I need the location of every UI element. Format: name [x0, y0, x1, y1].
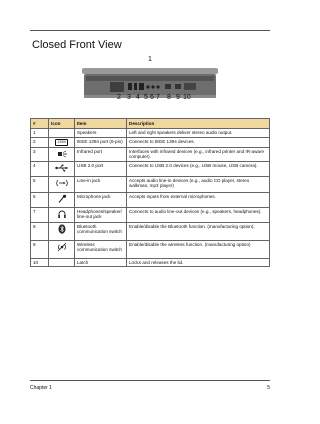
table-row: [31, 222, 270, 240]
row-item: Headphones/speaker/ line-out jack: [75, 207, 127, 222]
table-row: [31, 137, 270, 147]
bottom-rule: [30, 380, 270, 381]
row-item: Microphone jack: [75, 192, 127, 207]
column-header: #: [31, 119, 49, 129]
top-rule: [30, 30, 270, 31]
table-row: [31, 258, 270, 267]
icon-cell: [49, 207, 75, 222]
front-view-table: [30, 118, 270, 267]
table-header-row: [31, 119, 270, 129]
row-description: Connects to IEEE 1394 devices.: [127, 137, 270, 147]
column-header: Icon: [49, 119, 75, 129]
icon-cell: [49, 137, 75, 147]
table-row: [31, 162, 270, 177]
icon-cell: [49, 147, 75, 162]
row-item: Wireless communication switch: [75, 240, 127, 258]
row-description: Accepts inputs from external microphones.: [127, 192, 270, 207]
headphones-icon: [55, 209, 69, 219]
row-number: 7: [31, 207, 49, 222]
table-row: [31, 176, 270, 192]
line-in-icon: [55, 178, 69, 188]
icon-cell: [49, 162, 75, 177]
row-description: Enable/disable the wireless function. (manufacturing option): [127, 240, 270, 258]
callout-label: 6: [150, 94, 154, 101]
row-description: Interfaces with infrared devices (e.g., infrared printer and IR-aware computer).: [127, 147, 270, 162]
ieee1394-icon: 1394: [57, 139, 66, 144]
table-row: [31, 207, 270, 222]
row-item: Bluetooth communication switch: [75, 222, 127, 240]
row-number: 5: [31, 176, 49, 192]
row-item: Infrared port: [75, 147, 127, 162]
row-description: Accepts audio line-in devices (e.g., audio CD player, stereo walkman, mp3 player): [127, 176, 270, 192]
callout-label: 3: [127, 94, 131, 101]
row-item: Latch: [75, 258, 127, 267]
row-description: Connects to USB 2.0 devices (e.g., USB mouse, USB camera).: [127, 162, 270, 177]
row-number: 1: [31, 129, 49, 138]
table-row: [31, 240, 270, 258]
footer-chapter: Chapter 1: [30, 385, 52, 391]
row-number: 2: [31, 137, 49, 147]
row-number: 3: [31, 147, 49, 162]
row-description: Left and right speakers deliver stereo audio output.: [127, 129, 270, 138]
laptop-front-figure: [80, 62, 220, 106]
row-number: 6: [31, 192, 49, 207]
wireless-icon: [55, 242, 69, 252]
callout-label: 8: [167, 94, 171, 101]
callout-label: 4: [136, 94, 140, 101]
infrared-icon: [55, 149, 69, 159]
icon-cell: [49, 176, 75, 192]
row-number: 10: [31, 258, 49, 267]
row-description: Connects to audio line-out devices (e.g., speakers, headphones).: [127, 207, 270, 222]
bluetooth-icon: [55, 224, 69, 234]
icon-cell: [49, 258, 75, 267]
icon-cell: [49, 240, 75, 258]
icon-cell: [49, 192, 75, 207]
row-description: Locks and releases the lid.: [127, 258, 270, 267]
row-number: 8: [31, 222, 49, 240]
column-header: Item: [75, 119, 127, 129]
usb-icon: [55, 163, 69, 173]
icon-cell: [49, 222, 75, 240]
microphone-icon: [55, 194, 69, 204]
row-item: Speakers: [75, 129, 127, 138]
table-row: [31, 129, 270, 138]
callout-label: 2: [117, 94, 121, 101]
callout-label: 1: [148, 56, 152, 63]
callout-label: 10: [183, 94, 191, 101]
callout-label: 9: [176, 94, 180, 101]
callout-label: 7: [156, 94, 160, 101]
table-row: [31, 147, 270, 162]
icon-cell: [49, 129, 75, 138]
column-header: Description: [127, 119, 270, 129]
row-number: 4: [31, 162, 49, 177]
callout-label: 5: [144, 94, 148, 101]
footer-page-number: 5: [267, 385, 270, 391]
row-number: 9: [31, 240, 49, 258]
row-item: IEEE 1394 port (6-pin): [75, 137, 127, 147]
row-description: Enable/disable the Bluetooth function. (manufacturing option).: [127, 222, 270, 240]
row-item: Line-in jack: [75, 176, 127, 192]
row-item: USB 2.0 port: [75, 162, 127, 177]
page-title: Closed Front View: [32, 39, 122, 51]
table-row: [31, 192, 270, 207]
